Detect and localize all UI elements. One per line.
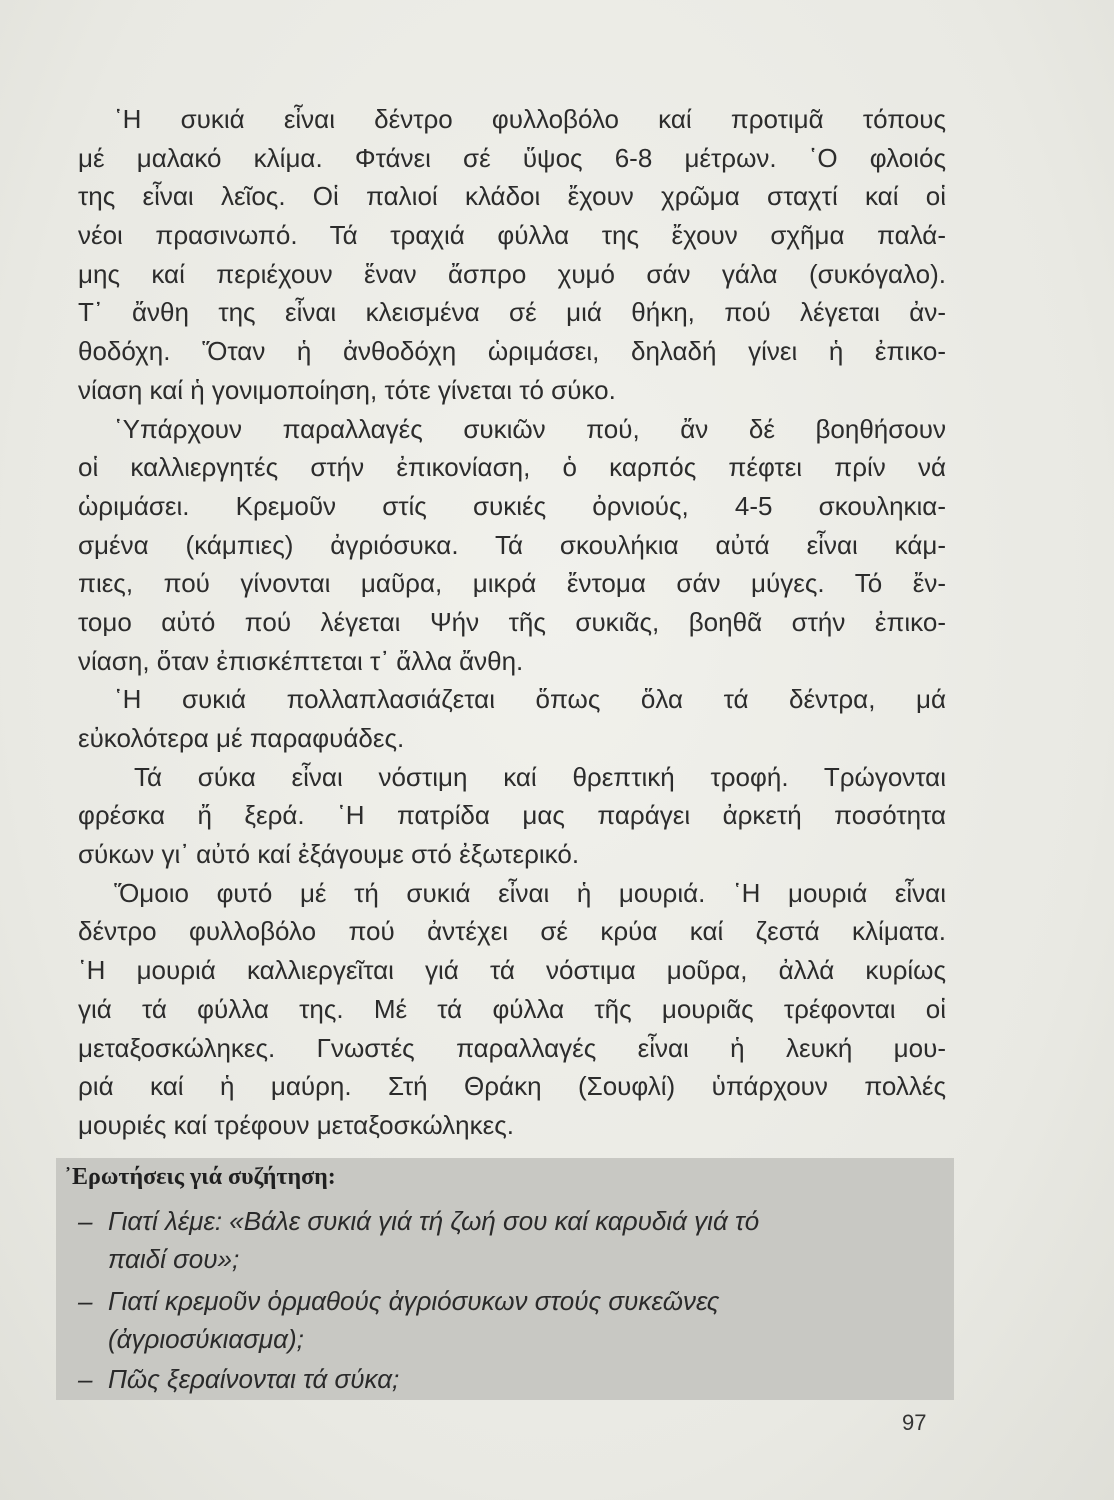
text-line: φρέσκα ἤ ξερά. ῾Η πατρίδα μας παράγει ἀρκετή ποσότητα bbox=[78, 800, 946, 831]
text-line: εὐκολότερα μέ παραφυάδες. bbox=[78, 723, 405, 753]
text-line: Τά σύκα εἶναι νόστιμη καί θρεπτική τροφή. Τρώγονται bbox=[134, 761, 946, 792]
text-line: ὡριμάσει. Κρεμοῦν στίς συκιές ὀρνιούς, 4-5 σκουληκια- bbox=[78, 490, 946, 521]
question-text: Γιατί λέμε: «Βάλε συκιά γιά τή ζωή σου καί καρυδιά γιά τό bbox=[108, 1206, 760, 1236]
text-line: μης καί περιέχουν ἕναν ἄσπρο χυμό σάν γάλα (συκόγαλο). bbox=[78, 258, 946, 289]
text-line: ῾Υπάρχουν παραλλαγές συκιῶν πού, ἄν δέ βοηθήσουν bbox=[114, 413, 946, 444]
text-line: τομο αὐτό πού λέγεται Ψήν τῆς συκιᾶς, βοηθᾶ στήν ἐπικο- bbox=[78, 606, 946, 637]
page-number: 97 bbox=[902, 1410, 927, 1435]
text-line: ῾Η συκιά πολλαπλασιάζεται ὅπως ὅλα τά δέντρα, μά bbox=[114, 684, 946, 715]
text-line: θοδόχη. Ὅταν ἡ ἀνθοδόχη ὡριμάσει, δηλαδή γίνει ἡ ἐπικο- bbox=[78, 336, 946, 367]
text-line: της εἶναι λεῖος. Οἱ παλιοί κλάδοι ἔχουν χρῶμα σταχτί καί οἱ bbox=[78, 181, 946, 212]
text-line: οἱ καλλιεργητές στήν ἐπικονίαση, ὁ καρπός πέφτει πρίν νά bbox=[78, 452, 946, 483]
text-line: πιες, πού γίνονται μαῦρα, μικρά ἔντομα σάν μύγες. Τό ἔν- bbox=[78, 568, 946, 599]
questions-title: ᾽Ερωτήσεις γιά συζήτηση: bbox=[64, 1164, 336, 1190]
question-text: (ἀγριοσύκιασμα); bbox=[108, 1324, 304, 1354]
main-text bbox=[78, 100, 946, 1145]
text-line: νίαση, ὅταν ἐπισκέπτεται τ᾽ ἄλλα ἄνθη. bbox=[78, 645, 524, 676]
question-text: Γιατί κρεμοῦν ὁρμαθούς ἀγριόσυκων στούς συκεῶνες bbox=[108, 1286, 720, 1316]
question-item bbox=[78, 1282, 938, 1358]
text-line: ῾Η μουριά καλλιεργεῖται γιά τά νόστιμα μοῦρα, ἀλλά κυρίως bbox=[78, 955, 946, 986]
text-line: γιά τά φύλλα της. Μέ τά φύλλα τῆς μουριᾶς τρέφονται οἱ bbox=[78, 993, 946, 1024]
dash-marker: – bbox=[78, 1286, 93, 1316]
text-line: Τ᾽ ἄνθη της εἶναι κλεισμένα σέ μιά θήκη, πού λέγεται ἀν- bbox=[78, 297, 946, 328]
text-line: Ὅμοιο φυτό μέ τή συκιά εἶναι ἡ μουριά. ῾Η μουριά εἶναι bbox=[114, 877, 946, 908]
text-line: ριά καί ἡ μαύρη. Στή Θράκη (Σουφλί) ὑπάρχουν πολλές bbox=[78, 1071, 946, 1102]
text-line: δέντρο φυλλοβόλο πού ἀντέχει σέ κρύα καί ζεστά κλίματα. bbox=[78, 916, 946, 947]
question-text: Πῶς ξεραίνονται τά σύκα; bbox=[108, 1364, 400, 1394]
text-line: μουριές καί τρέφουν μεταξοσκώληκες. bbox=[78, 1109, 514, 1140]
dash-marker: – bbox=[78, 1364, 93, 1394]
text-line: νέοι πρασινωπό. Τά τραχιά φύλλα της ἔχουν σχῆμα παλά- bbox=[78, 220, 946, 251]
question-item bbox=[78, 1360, 938, 1398]
text-line: μέ μαλακό κλίμα. Φτάνει σέ ὕψος 6-8 μέτρων. ῾Ο φλοιός bbox=[78, 142, 946, 173]
text-line: μεταξοσκώληκες. Γνωστές παραλλαγές εἶναι ἡ λευκή μου- bbox=[78, 1032, 946, 1063]
text-line: ῾Η συκιά εἶναι δέντρο φυλλοβόλο καί προτιμᾶ τόπους bbox=[114, 104, 946, 134]
text-line: νίαση καί ἡ γονιμοποίηση, τότε γίνεται τό σύκο. bbox=[78, 374, 616, 405]
dash-marker: – bbox=[78, 1206, 93, 1236]
text-line: σμένα (κάμπιες) ἀγριόσυκα. Τά σκουλήκια αὐτά εἶναι κάμ- bbox=[78, 529, 946, 560]
question-item bbox=[78, 1202, 938, 1278]
question-text: παιδί σου»; bbox=[108, 1244, 240, 1274]
text-line: σύκων γι᾽ αὐτό καί ἐξάγουμε στό ἐξωτερικό. bbox=[78, 839, 580, 870]
